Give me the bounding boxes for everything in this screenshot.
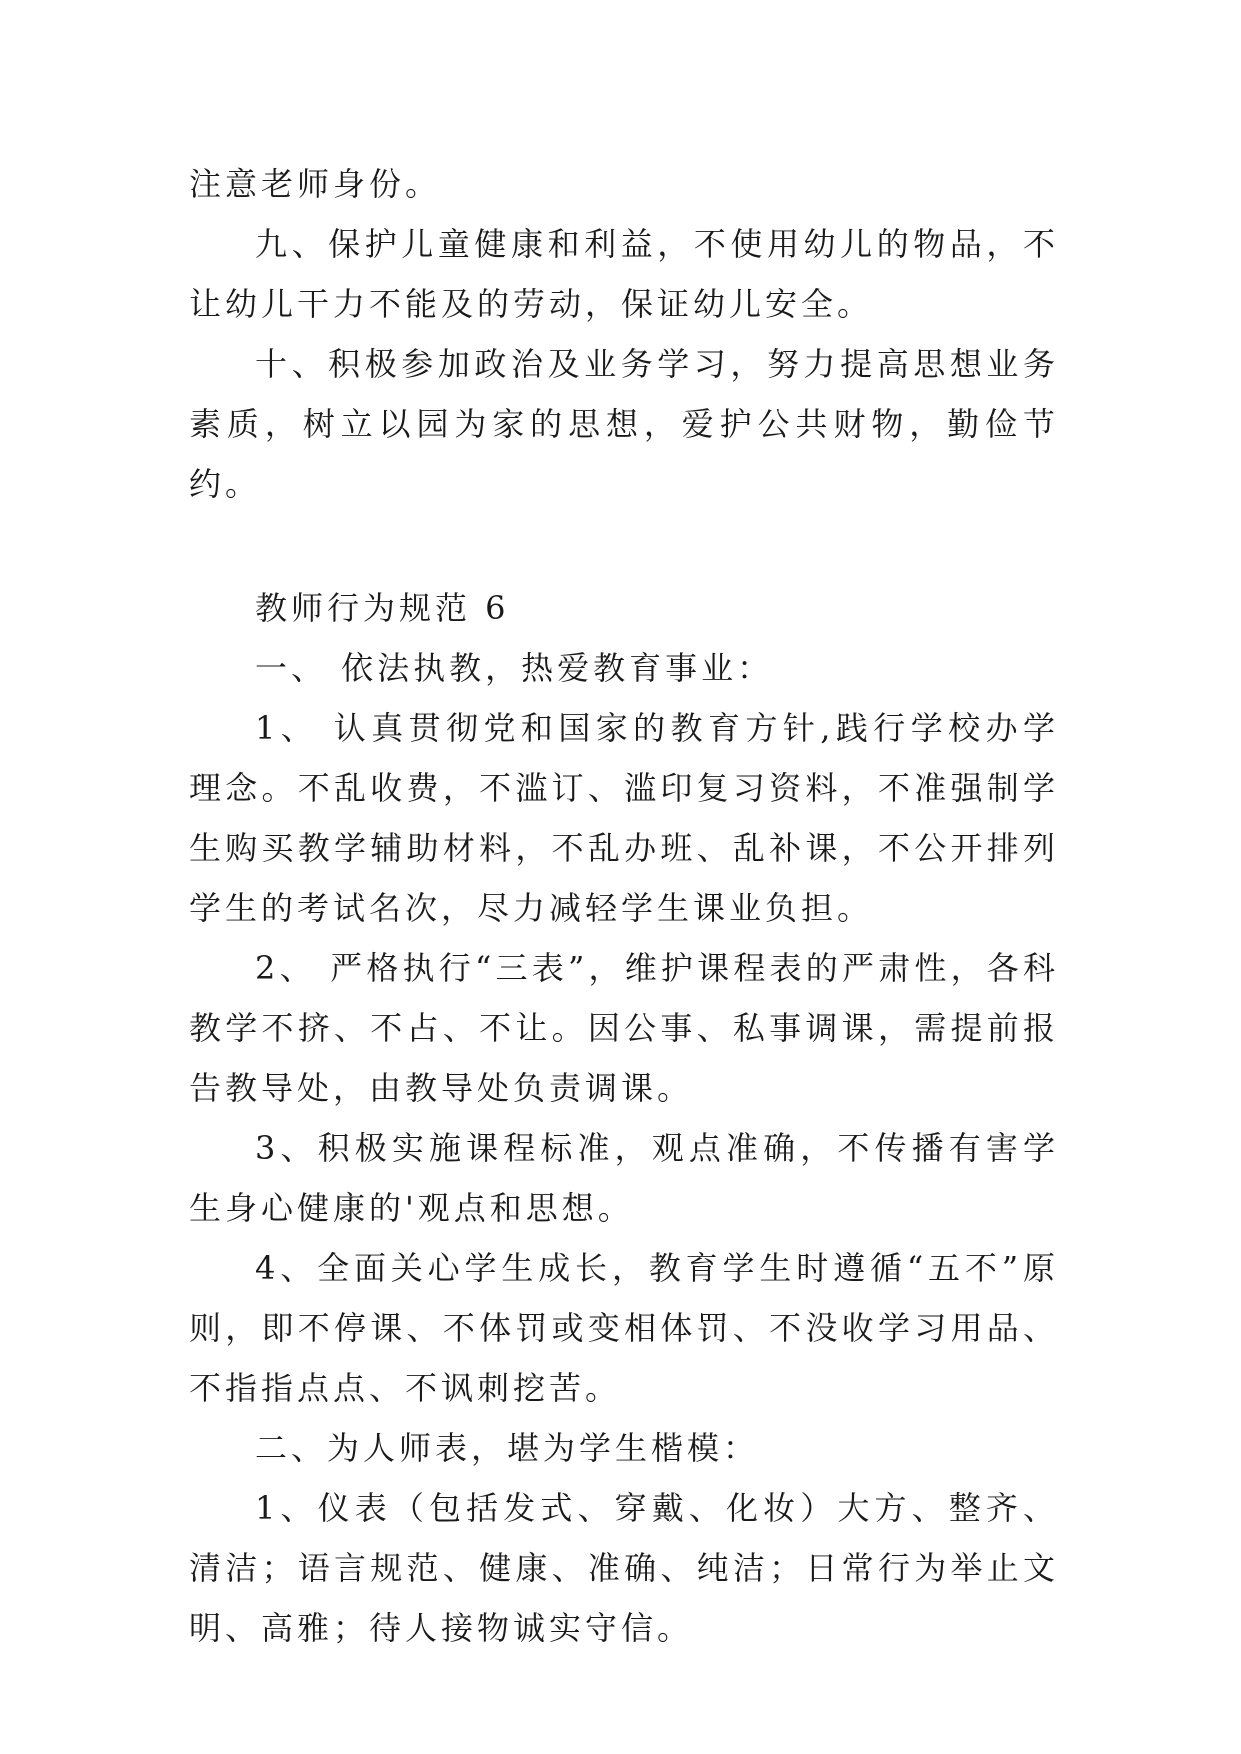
paragraph-item-ten: 十、积极参加政治及业务学习，努力提高思想业务素质，树立以园为家的思想，爱护公共财物，勤俭节约。	[189, 345, 1059, 503]
document-body	[189, 154, 1059, 1658]
section-heading: 教师行为规范 6	[255, 589, 510, 627]
paragraph-point-1: 1、 认真贯彻党和国家的教育方针,践行学校办学理念。不乱收费，不滥订、滥印复习资料，不准强制学生购买教学辅助材料，不乱办班、乱补课，不公开排列学生的考试名次，尽力减轻学生课业负担。	[189, 709, 1059, 927]
paragraph-point-3: 3、积极实施课程标准，观点准确，不传播有害学生身心健康的'观点和思想。	[189, 1129, 1059, 1227]
paragraph-point-2: 2、 严格执行“三表”，维护课程表的严肃性，各科教学不挤、不占、不让。因公事、私事调课，需提前报告教导处，由教导处负责调课。	[189, 949, 1059, 1107]
paragraph-teacher-identity: 注意老师身份。	[189, 165, 442, 203]
paragraph-item-nine: 九、保护儿童健康和利益，不使用幼儿的物品，不让幼儿干力不能及的劳动，保证幼儿安全。	[189, 225, 1059, 323]
paragraph-point-4: 4、全面关心学生成长，教育学生时遵循“五不”原则，即不停课、不体罚或变相体罚、不没收学习用品、不指指点点、不讽刺挖苦。	[189, 1249, 1059, 1407]
subsection-heading-one: 一、 依法执教，热爱教育事业：	[255, 649, 774, 687]
subsection-heading-two: 二、为人师表，堪为学生楷模：	[255, 1429, 760, 1467]
paragraph-point-2-1: 1、仪表（包括发式、穿戴、化妆）大方、整齐、清洁；语言规范、健康、准确、纯洁；日常行为举止文明、高雅；待人接物诚实守信。	[189, 1489, 1059, 1647]
